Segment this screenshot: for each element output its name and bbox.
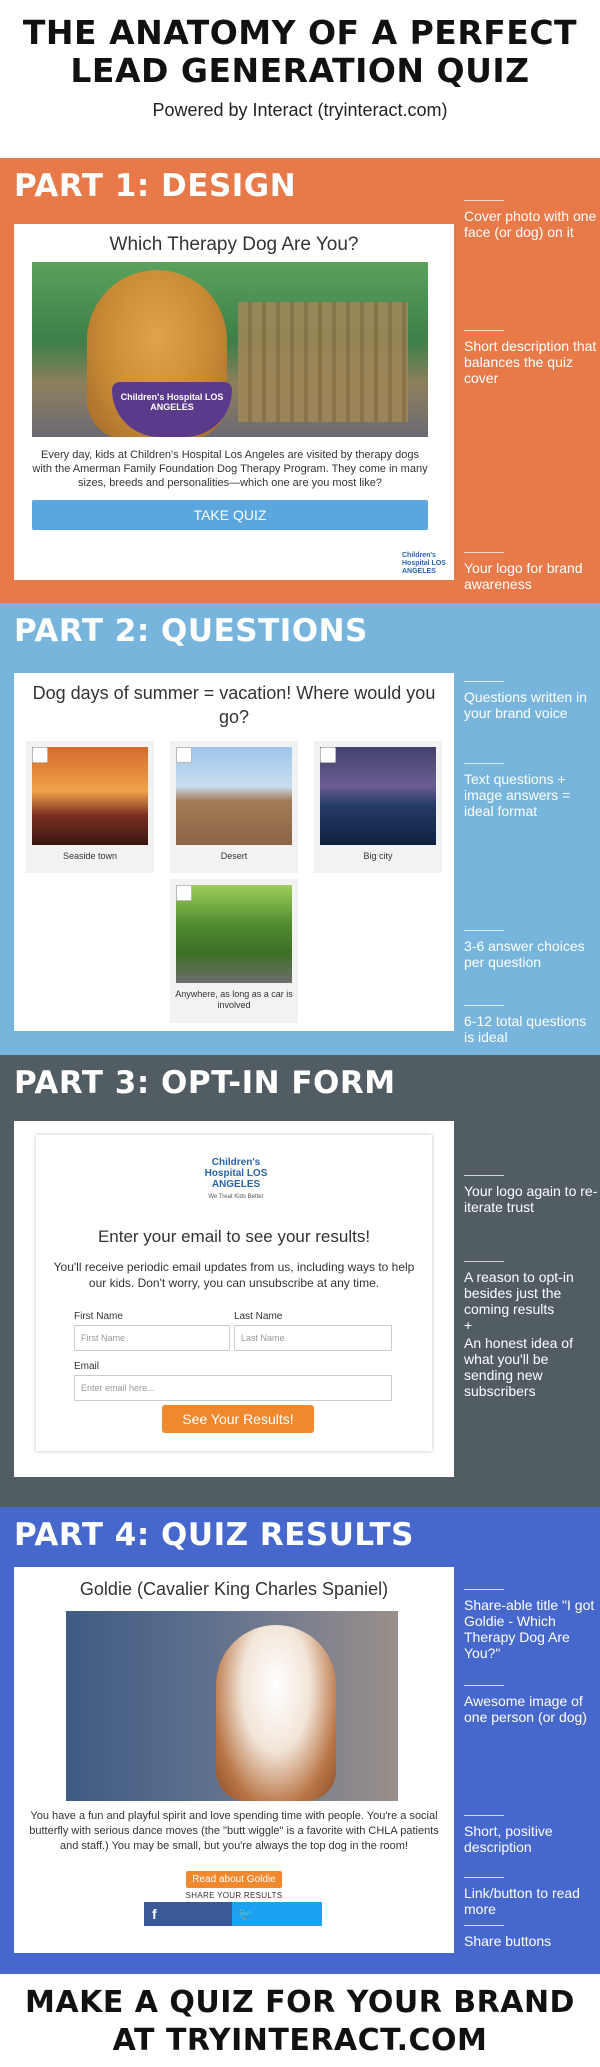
answer-seaside[interactable] xyxy=(26,741,154,873)
share-label: SHARE YOUR RESULTS xyxy=(185,1891,283,1900)
bench-shape xyxy=(238,302,408,422)
part2-section xyxy=(0,603,600,1055)
brand-logo xyxy=(196,1157,276,1200)
note-total-questions: 6-12 total questions is ideal xyxy=(464,1013,600,1045)
seaside-image xyxy=(32,747,148,845)
result-image xyxy=(66,1611,398,1801)
twitter-icon: 🐦 xyxy=(238,1907,253,1921)
facebook-icon: f xyxy=(152,1906,157,1922)
form-title: Enter your email to see your results! xyxy=(97,1227,371,1246)
last-name-input[interactable]: Last Name xyxy=(234,1325,392,1351)
part4-section xyxy=(0,1507,600,1974)
result-description: You have a fun and playful spirit and love spending time with people. You're a social butterfly with serious dance moves (the "butt wiggle" is a favorite with CHLA patients and staff.) You may be small, but you're always the top dog in the room! xyxy=(29,1810,439,1852)
cavalier-dog-shape xyxy=(216,1625,336,1801)
cover-photo xyxy=(32,262,428,437)
optin-form xyxy=(36,1135,432,1451)
logo-tagline: We Treat Kids Better xyxy=(208,1194,264,1200)
result-title: Goldie (Cavalier King Charles Spaniel) xyxy=(79,1579,389,1599)
bandana-text: Children's Hospital LOS ANGELES xyxy=(120,392,224,412)
note-read-more: Link/button to read more xyxy=(464,1885,600,1917)
note-shareable-title: Share-able title "I got Goldie - Which Therapy Dog Are You?" xyxy=(464,1597,600,1661)
email-input[interactable]: Enter email here... xyxy=(74,1375,392,1401)
answer-checkbox[interactable] xyxy=(32,747,48,763)
read-about-button[interactable]: Read about Goldie xyxy=(186,1871,282,1888)
note-ideal-format: Text questions + image answers = ideal format xyxy=(464,771,600,819)
facebook-share-button[interactable] xyxy=(144,1902,232,1926)
answer-big-city[interactable] xyxy=(314,741,442,873)
see-results-button[interactable]: See Your Results! xyxy=(162,1405,314,1433)
answer-label: Big city xyxy=(363,851,393,861)
note-logo: Your logo for brand awareness xyxy=(464,560,600,592)
question-card xyxy=(14,673,454,1031)
first-name-label: First Name xyxy=(74,1311,123,1322)
twitter-share-button[interactable] xyxy=(232,1902,322,1926)
main-title-line2: LEAD GENERATION QUIZ xyxy=(70,51,530,90)
city-image xyxy=(320,747,436,845)
footer-line1: MAKE A QUIZ FOR YOUR BRAND xyxy=(25,1985,575,2020)
answer-checkbox[interactable] xyxy=(176,885,192,901)
note-logo-trust: Your logo again to re-iterate trust xyxy=(464,1183,600,1215)
answer-label: Anywhere, as long as a car is involved xyxy=(175,989,293,1010)
part1-title: PART 1: DESIGN xyxy=(14,168,297,204)
note-honest-idea: An honest idea of what you'll be sending new subscribers xyxy=(464,1335,573,1399)
first-name-input[interactable]: First Name xyxy=(74,1325,230,1351)
answer-checkbox[interactable] xyxy=(176,747,192,763)
answer-car[interactable] xyxy=(170,879,298,1023)
optin-card xyxy=(14,1121,454,1477)
note-brand-voice: Questions written in your brand voice xyxy=(464,689,600,721)
part2-title: PART 2: QUESTIONS xyxy=(14,613,368,649)
part3-section xyxy=(0,1055,600,1507)
part1-section xyxy=(0,158,600,603)
answer-label: Seaside town xyxy=(62,851,118,861)
footer-line2[interactable]: AT TRYINTERACT.COM xyxy=(112,2023,488,2058)
brand-logo: Children's Hospital LOS ANGELES xyxy=(402,552,446,575)
note-awesome-image: Awesome image of one person (or dog) xyxy=(464,1693,600,1725)
main-title-line1: THE ANATOMY OF A PERFECT xyxy=(22,13,578,52)
forest-road-image xyxy=(176,885,292,983)
note-short-positive: Short, positive description xyxy=(464,1823,600,1855)
logo-text: Children's Hospital LOS ANGELES xyxy=(204,1157,268,1190)
form-description: You'll receive periodic email updates from us, including ways to help our kids. Don't worry, you can unsubscribe at any time. xyxy=(53,1260,415,1290)
email-label: Email xyxy=(74,1361,100,1372)
answer-checkbox[interactable] xyxy=(320,747,336,763)
note-short-description: Short description that balances the quiz cover xyxy=(464,338,600,386)
note-share-buttons: Share buttons xyxy=(464,1933,600,1949)
result-card xyxy=(14,1567,454,1953)
part3-title: PART 3: OPT-IN FORM xyxy=(14,1065,396,1101)
infographic-header xyxy=(0,0,600,158)
answer-desert[interactable] xyxy=(170,741,298,873)
quiz-cover-card xyxy=(14,224,454,580)
subtitle: Powered by Interact (tryinteract.com) xyxy=(152,100,448,120)
note-cover-photo: Cover photo with one face (or dog) on it xyxy=(464,208,600,240)
desert-image xyxy=(176,747,292,845)
last-name-label: Last Name xyxy=(234,1311,283,1322)
note-optin-reason: A reason to opt-in besides just the coming results xyxy=(464,1269,600,1317)
note-answer-choices: 3-6 answer choices per question xyxy=(464,938,600,970)
part4-title: PART 4: QUIZ RESULTS xyxy=(14,1517,415,1553)
answer-label: Desert xyxy=(220,851,248,861)
note-plus: + xyxy=(464,1317,473,1333)
infographic-footer xyxy=(0,1974,600,2067)
question-text: Dog days of summer = vacation! Where would you go? xyxy=(32,683,436,727)
quiz-description: Every day, kids at Children's Hospital Los Angeles are visited by therapy dogs with the Amerman Family Foundation Dog Therapy Program. They come in many sizes, breeds and personalities—which one are you most like? xyxy=(32,449,428,489)
take-quiz-button[interactable]: TAKE QUIZ xyxy=(32,500,428,530)
quiz-title: Which Therapy Dog Are You? xyxy=(109,234,359,255)
